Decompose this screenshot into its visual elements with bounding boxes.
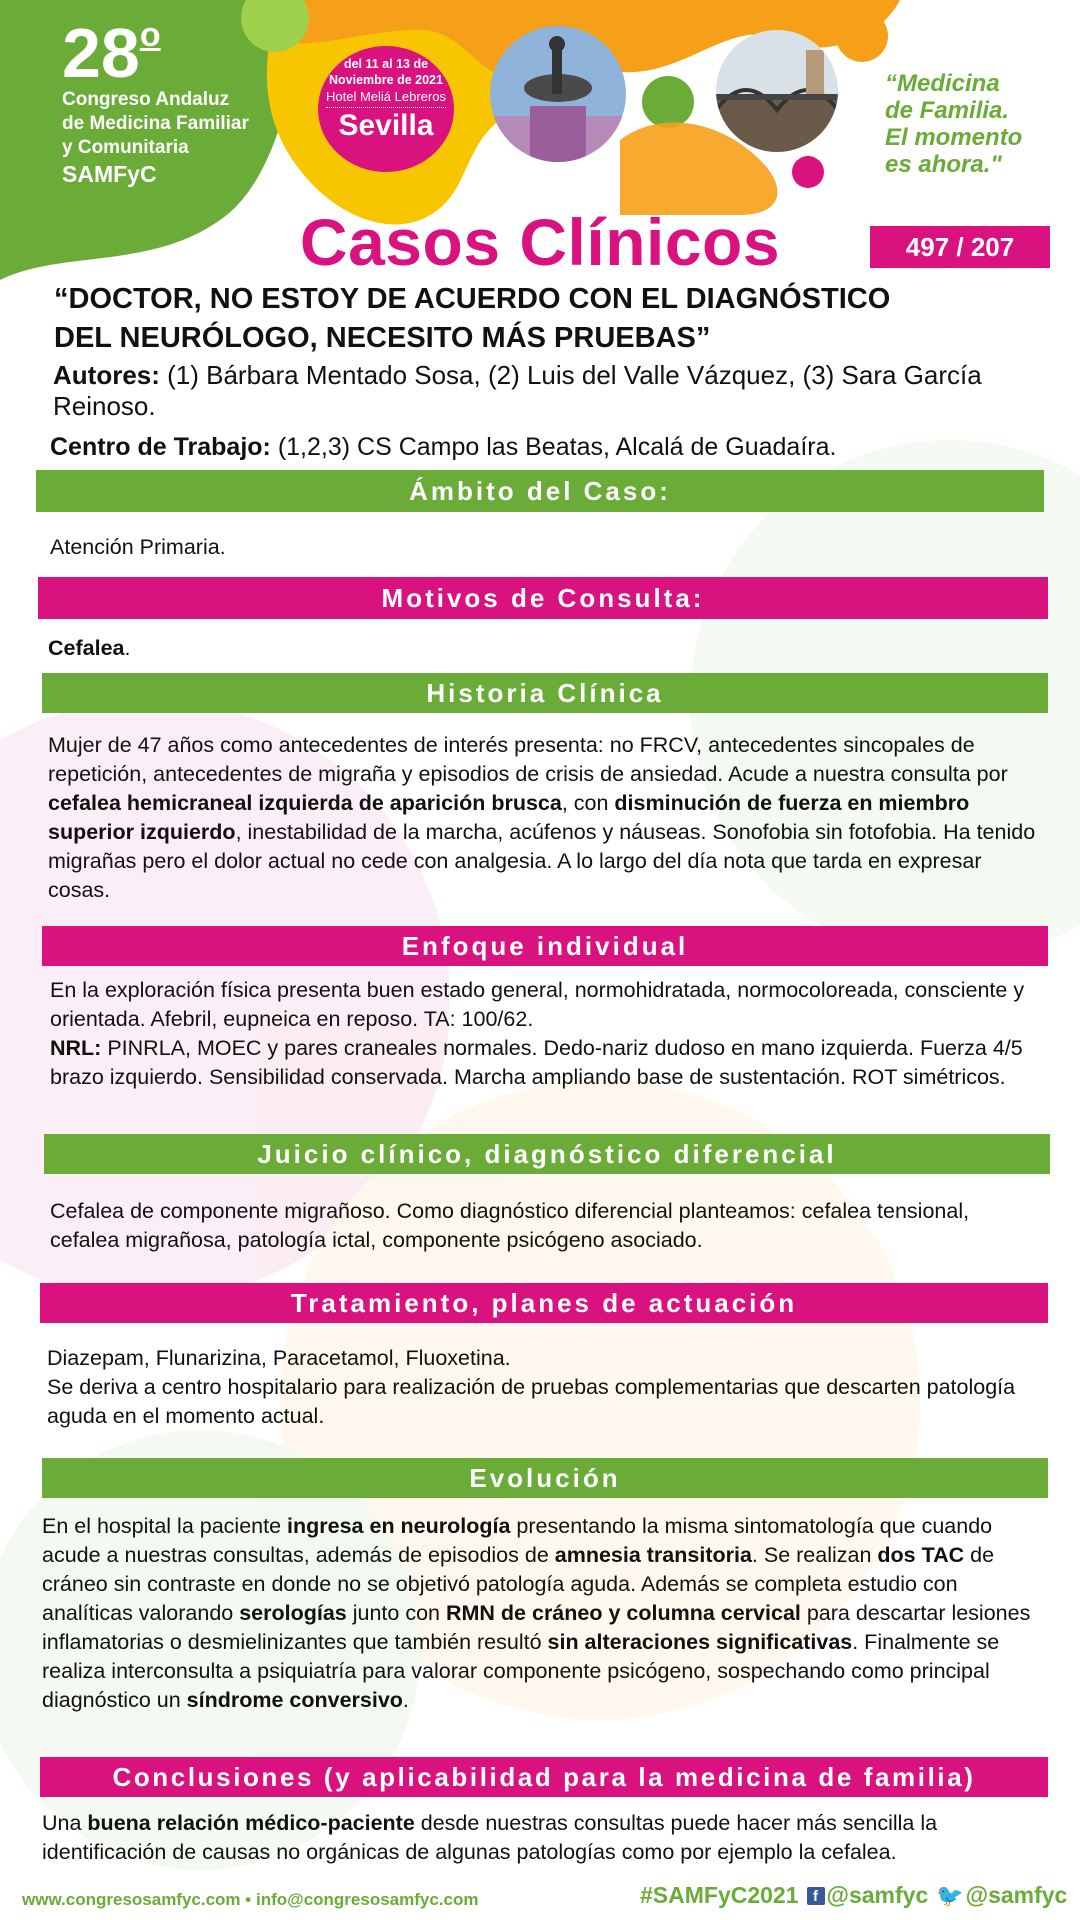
section-heading-tratamiento: Tratamiento, planes de actuación	[40, 1283, 1048, 1323]
congress-logo	[62, 14, 249, 188]
historia-p1: Mujer de 47 años como antecedentes de interés presenta: no FRCV, antecedentes sincopales de repetición, antecedentes de migraña y episodios de crisis de ansiedad. Acude a nuestra consulta por	[48, 733, 1008, 786]
evolucion-b7: síndrome conversivo	[186, 1688, 403, 1712]
section-text-enfoque	[50, 976, 1040, 1092]
section-text-historia	[48, 731, 1038, 905]
case-code-badge: 497 / 207	[870, 226, 1050, 268]
conclusiones-t2: desde nuestras consultas puede hacer más sencilla la identificación de causas no orgánicas de algunas patologías como por ejemplo la cefalea.	[42, 1811, 938, 1864]
event-dates-line2: Noviembre de 2021	[329, 73, 443, 87]
slogan-line-2: de Familia.	[885, 97, 1010, 124]
work-center-label: Centro de Trabajo:	[50, 433, 271, 461]
event-hotel: Hotel Meliá Lebreros	[326, 89, 446, 108]
footer-contact	[22, 1890, 479, 1910]
work-center-text: (1,2,3) CS Campo las Beatas, Alcalá de Guadaíra.	[270, 433, 837, 461]
seville-statue-photo	[490, 26, 626, 162]
slogan	[885, 70, 1022, 178]
evolucion-b5: RMN de cráneo y columna cervical	[445, 1601, 801, 1625]
section-heading-ambito: Ámbito del Caso:	[36, 470, 1044, 512]
conclusiones-b1: buena relación médico-paciente	[87, 1811, 415, 1835]
enfoque-b1: NRL:	[50, 1036, 102, 1060]
historia-b1: cefalea hemicraneal izquierda de aparición brusca	[48, 791, 562, 815]
evolucion-t3: . Se realizan	[751, 1543, 878, 1567]
section-heading-evolucion: Evolución	[42, 1458, 1048, 1498]
congress-line-1: Congreso Andaluz	[62, 89, 230, 110]
slogan-line-3: El momento	[885, 124, 1023, 151]
facebook-icon: f	[807, 1887, 825, 1905]
twitter-handle[interactable]: @samfyc	[965, 1882, 1068, 1908]
email-link[interactable]: info@congresosamfyc.com	[255, 1890, 479, 1909]
section-text-motivos	[48, 634, 1028, 663]
evolucion-t2: presentando la misma sintomatología que cuando acude a nuestras consultas, además de episodios de	[42, 1514, 993, 1567]
historia-b2: disminución de fuerza en miembro superior izquierdo	[48, 791, 970, 844]
facebook-handle[interactable]: @samfyc	[826, 1882, 929, 1908]
slogan-line-4: es ahora."	[885, 151, 1002, 178]
work-center	[50, 432, 1050, 462]
event-city: Sevilla	[338, 109, 434, 142]
congress-number: 28$^o$	[62, 14, 161, 92]
section-heading-enfoque: Enfoque individual	[42, 926, 1048, 966]
section-heading-juicio: Juicio clínico, diagnóstico diferencial	[44, 1134, 1050, 1174]
evolucion-t5: junto con	[346, 1601, 446, 1625]
historia-p2: , con	[561, 791, 615, 815]
organization-name: SAMFyC	[62, 161, 157, 187]
congress-line-2: de Medicina Familiar	[62, 113, 249, 134]
congress-line-3: y Comunitaria	[62, 137, 189, 158]
section-heading-motivos: Motivos de Consulta:	[38, 577, 1048, 619]
tratamiento-p2: Se deriva a centro hospitalario para realización de pruebas complementarias que descarten patología aguda en el momento actual.	[47, 1375, 1016, 1428]
case-title	[54, 280, 1054, 358]
evolucion-b1: ingresa en neurología	[287, 1514, 511, 1538]
historia-p3: , inestabilidad de la marcha, acúfenos y náuseas. Sonofobia sin fotofobia. Ha tenido migrañas pero el dolor actual no cede con analgesia. A lo largo del día nota que tarda en expresar cosas.	[48, 820, 1036, 902]
evolucion-b3: dos TAC	[877, 1543, 965, 1567]
section-text-evolucion	[42, 1512, 1040, 1715]
authors	[53, 360, 1043, 422]
slogan-line-1: “Medicina	[885, 70, 1000, 97]
enfoque-p2: PINRLA, MOEC y pares craneales normales. Dedo-nariz dudoso en mano izquierda. Fuerza 4/5 brazo izquierdo. Sensibilidad conservada. Marcha ampliando base de sustentación. ROT simétricos.	[50, 1036, 1023, 1089]
evolucion-t8: .	[402, 1688, 409, 1712]
evolucion-t6: para descartar lesiones inflamatorias o desmielinizantes que también resultó	[42, 1601, 1031, 1654]
page-title: Casos Clínicos	[299, 205, 781, 279]
section-text-ambito: Atención Primaria.	[50, 535, 226, 559]
event-dates-line1: del 11 al 13 de	[343, 57, 429, 71]
twitter-icon: 🐦	[936, 1882, 964, 1908]
website-link[interactable]: www.congresosamfyc.com	[22, 1890, 241, 1909]
section-text-conclusiones	[42, 1809, 1052, 1867]
case-title-line-2: DEL NEURÓLOGO, NECESITO MÁS PRUEBAS”	[54, 322, 711, 354]
evolucion-t7: . Finalmente se realiza interconsulta a psiquiatría para valorar componente psicógeno, sospechando como principal diagnóstico un	[42, 1630, 1000, 1712]
section-heading-historia: Historia Clínica	[42, 673, 1048, 713]
motivos-bold: Cefalea	[48, 636, 125, 660]
authors-label: Autores:	[53, 360, 160, 390]
section-text-tratamiento	[47, 1344, 1037, 1431]
footer-social	[640, 1882, 1067, 1909]
evolucion-b6: sin alteraciones significativas	[547, 1630, 853, 1654]
section-text-juicio: Cefalea de componente migrañoso. Como diagnóstico diferencial planteamos: cefalea tensional, cefalea migrañosa, patología ictal, componente psicógeno asociado.	[50, 1199, 970, 1252]
case-title-line-1: “DOCTOR, NO ESTOY DE ACUERDO CON EL DIAGNÓSTICO	[54, 283, 891, 315]
evolucion-b2: amnesia transitoria	[554, 1543, 752, 1567]
conclusiones-t1: Una	[42, 1811, 88, 1835]
evolucion-t4: de cráneo sin contraste en donde no se objetivó patología aguda. Además se completa estudio con analíticas valorando	[42, 1543, 995, 1625]
footer-separator: •	[240, 1890, 256, 1909]
hashtag: #SAMFyC2021	[640, 1882, 799, 1908]
triana-bridge-photo	[716, 30, 838, 152]
tratamiento-p1: Diazepam, Flunarizina, Paracetamol, Fluoxetina.	[47, 1346, 511, 1370]
evolucion-t1: En el hospital la paciente	[42, 1514, 288, 1538]
motivos-text: .	[124, 636, 131, 660]
section-heading-conclusiones: Conclusiones (y aplicabilidad para la medicina de familia)	[40, 1757, 1048, 1797]
evolucion-b4: serologías	[239, 1601, 347, 1625]
enfoque-p1: En la exploración física presenta buen estado general, normohidratada, normocoloreada, consciente y orientada. Afebril, eupneica en reposo. TA: 100/62.	[50, 978, 1025, 1031]
event-date-badge	[318, 46, 454, 172]
authors-text: (1) Bárbara Mentado Sosa, (2) Luis del Valle Vázquez, (3) Sara García Reinoso.	[53, 360, 982, 421]
